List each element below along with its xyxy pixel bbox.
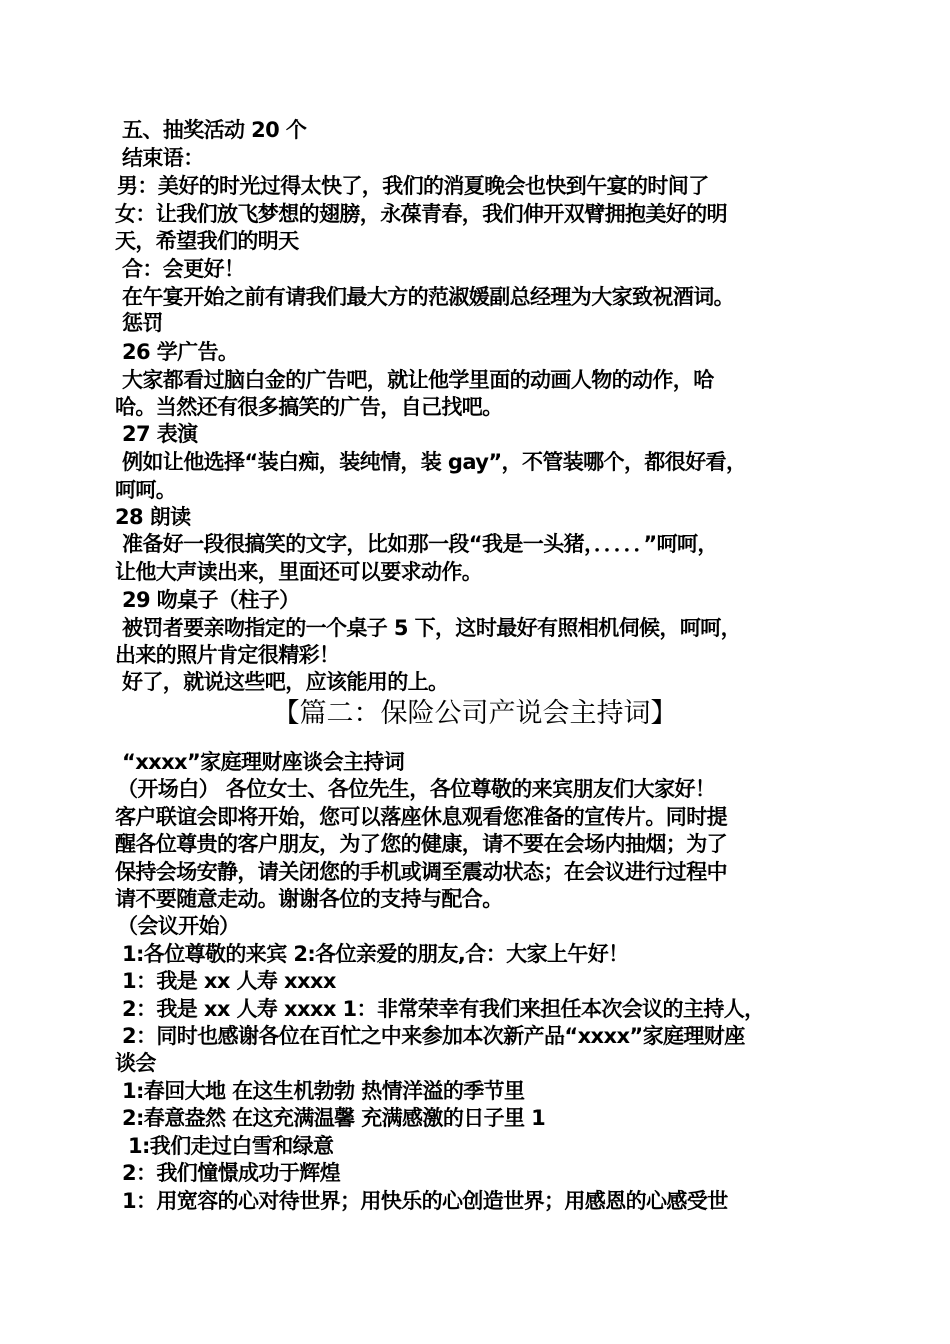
text-line: 出来的照片肯定很精彩！ (115, 643, 340, 667)
text-line: 大家都看过脑白金的广告吧，就让他学里面的动画人物的动作，哈 (122, 368, 714, 392)
text-line: 29 吻桌子（柱子） (122, 588, 300, 612)
text-line: 五、抽奖活动 20 个 (122, 118, 307, 142)
text-line: 2：同时也感谢各位在百忙之中来参加本次新产品“xxxx”家庭理财座 (122, 1024, 745, 1048)
text-line: 呵呵。 (115, 478, 177, 502)
text-line: “xxxx”家庭理财座谈会主持词 (122, 750, 405, 774)
text-line: 女：让我们放飞梦想的翅膀，永葆青春，我们伸开双臂拥抱美好的明 (115, 202, 727, 226)
text-line: 2:春意盎然 在这充满温馨 充满感激的日子里 1 (122, 1106, 546, 1130)
text-line: 在午宴开始之前有请我们最大方的范淑媛副总经理为大家致祝酒词。 (122, 285, 734, 309)
text-line: 1:我们走过白雪和绿意 (128, 1134, 334, 1158)
text-line: 26 学广告。 (122, 340, 239, 364)
text-line: （开场白） 各位女士、各位先生，各位尊敬的来宾朋友们大家好！ (117, 777, 716, 801)
text-line: 惩罚 (122, 311, 163, 335)
text-line: 哈。当然还有很多搞笑的广告，自己找吧。 (115, 395, 503, 419)
text-line: 请不要随意走动。谢谢各位的支持与配合。 (115, 887, 503, 911)
text-line: 客户联谊会即将开始，您可以落座休息观看您准备的宣传片。同时提 (115, 805, 727, 829)
text-line: 27 表演 (122, 422, 198, 446)
text-line: 男：美好的时光过得太快了，我们的消夏晚会也快到午宴的时间了 (117, 174, 709, 198)
text-line: 好了，就说这些吧，应该能用的上。 (122, 670, 449, 694)
text-line: 结束语： (122, 146, 204, 170)
text-line: 保持会场安静，请关闭您的手机或调至震动状态；在会议进行过程中 (115, 860, 727, 884)
text-line: 例如让他选择“装白痴，装纯情，装 gay”，不管装哪个，都很好看， (122, 450, 747, 474)
section-title: 【篇二：保险公司产说会主持词】 (272, 698, 678, 729)
text-line: 1:春回大地 在这生机勃勃 热情洋溢的季节里 (122, 1079, 525, 1103)
text-line: 让他大声读出来，里面还可以要求动作。 (115, 560, 483, 584)
text-line: 合：会更好！ (122, 257, 245, 281)
text-line: 28 朗读 (115, 505, 191, 529)
text-line: 被罚者要亲吻指定的一个桌子 5 下，这时最好有照相机伺候，呵呵， (122, 616, 742, 640)
text-line: 2：我是 xx 人寿 xxxx 1：非常荣幸有我们来担任本次会议的主持人， (122, 997, 765, 1021)
text-line: 醒各位尊贵的客户朋友，为了您的健康，请不要在会场内抽烟；为了 (115, 832, 727, 856)
text-line: 天，希望我们的明天 (115, 229, 299, 253)
text-line: （会议开始） (117, 914, 240, 938)
text-line: 1:各位尊敬的来宾 2:各位亲爱的朋友,合：大家上午好！ (122, 942, 629, 966)
text-line: 2：我们憧憬成功于辉煌 (122, 1161, 341, 1185)
text-line: 1：我是 xx 人寿 xxxx (122, 969, 336, 993)
text-line: 谈会 (115, 1051, 156, 1075)
text-line: 1：用宽容的心对待世界；用快乐的心创造世界；用感恩的心感受世 (122, 1189, 728, 1213)
text-line: 准备好一段很搞笑的文字，比如那一段“我是一头猪，．．．．．”呵呵， (122, 532, 718, 556)
